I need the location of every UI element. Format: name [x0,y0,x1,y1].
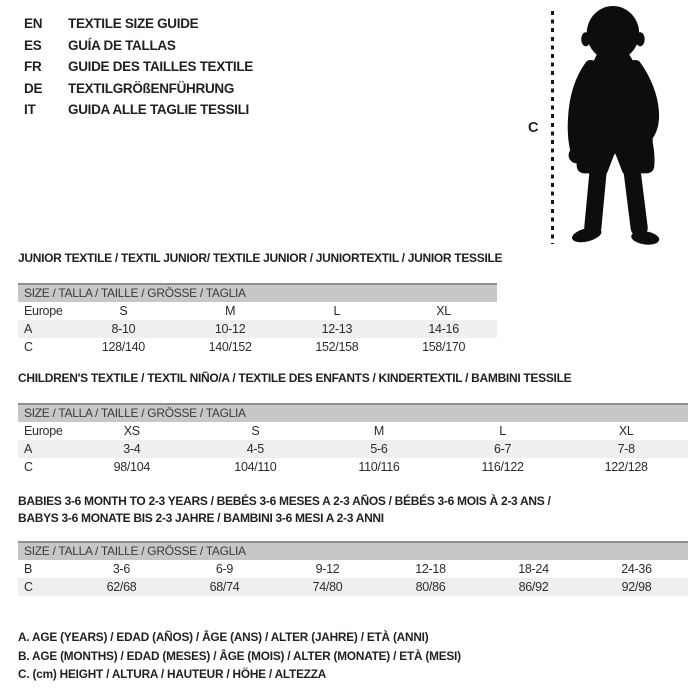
size-value-cell: 5-6 [370,442,388,456]
size-value-cell: 12-13 [321,322,353,336]
section-title-junior [18,250,502,267]
size-value-cell: 6-7 [493,442,512,456]
language-list-item [24,78,253,100]
size-value-cell: 128/140 [101,340,145,354]
row-label: B [24,562,33,576]
size-table-row [18,320,497,338]
size-table-row [18,302,497,320]
size-value-cell: M [373,424,385,438]
size-value-cell: XS [123,424,140,438]
section-title-line: CHILDREN'S TEXTILE / TEXTIL NIÑO/A / TEXTILE DES ENFANTS / KINDERTEXTIL / BAMBINI TESSILE [18,371,572,385]
size-value-cell: 68/74 [209,580,240,594]
size-value-cell: 116/122 [481,460,524,474]
size-value-cell: 8-10 [111,322,136,336]
size-table-header: SIZE / TALLA / TAILLE / GRÖSSE / TAGLIA [18,283,497,302]
language-code: DE [24,80,43,96]
size-value-cell: 14-16 [428,322,459,336]
height-measure-dotted-line [551,11,554,244]
size-table-header: SIZE / TALLA / TAILLE / GRÖSSE / TAGLIA [18,541,688,560]
row-label: C [24,460,33,474]
size-value-cell: 24-36 [621,562,652,576]
size-value-cell: 98/104 [113,460,151,474]
size-value-cell: M [225,304,236,318]
row-label: Europe [24,304,63,318]
size-table-row [18,458,688,476]
size-table-row [18,578,688,596]
language-title: TEXTILGRÖßENFÜHRUNG [68,80,235,96]
size-value-cell: 152/158 [315,340,359,354]
size-table-row [18,560,688,578]
language-code: FR [24,59,42,75]
size-value-cell: 110/116 [358,460,400,474]
language-code: EN [24,16,43,31]
language-list-item [24,56,253,78]
section-title-children [18,370,571,387]
size-value-cell: XL [618,424,634,438]
language-title: GUÍA DE TALLAS [68,37,176,53]
section-title-line: JUNIOR TEXTILE / TEXTIL JUNIOR/ TEXTILE JUNIOR / JUNIORTEXTIL / JUNIOR TESSILE [18,251,503,265]
size-table-row [18,422,688,440]
size-value-cell: S [119,304,128,318]
row-label: A [24,322,33,336]
size-value-cell: S [251,424,260,438]
row-label: C [24,340,33,354]
size-value-cell: 122/128 [604,460,648,474]
language-title: GUIDA ALLE TAGLIE TESSILI [68,102,249,118]
size-value-cell: 18-24 [518,562,549,576]
size-value-cell: 80/86 [415,580,446,594]
language-list-item [24,99,253,121]
row-label: C [24,580,33,594]
size-value-cell: 74/80 [312,580,343,594]
measure-label-c: C [528,120,539,136]
section-title-line: BABYS 3-6 MONATE BIS 2-3 JAHRE / BAMBINI 3-6 MESI A 2-3 ANNI [18,510,384,525]
size-table-junior [18,283,497,356]
size-table-babies [18,541,688,596]
size-value-cell: 4-5 [246,442,264,456]
size-value-cell: 7-8 [617,442,635,456]
toddler-silhouette-icon [562,4,672,249]
language-code: IT [24,102,36,118]
size-value-cell: 3-6 [112,562,131,576]
size-value-cell: 9-12 [315,562,340,576]
language-title: GUIDE DES TAILLES TEXTILE [68,59,254,75]
language-list-item [24,35,253,57]
size-value-cell: XL [436,304,451,318]
language-list-item [24,13,253,35]
size-table-children [18,403,688,476]
size-value-cell: 12-18 [415,562,446,576]
size-value-cell: L [333,304,341,318]
row-label: Europe [24,424,63,438]
size-table-row [18,338,497,356]
language-list [24,13,253,121]
size-value-cell: L [499,424,506,438]
size-value-cell: 10-12 [214,322,246,336]
size-value-cell: 104/110 [234,460,277,474]
size-value-cell: 62/68 [106,580,137,594]
footnote-line: A. AGE (YEARS) / EDAD (AÑOS) / ÂGE (ANS) / ALTER (JAHRE) / ETÀ (ANNI) [18,630,429,644]
language-code: ES [24,37,42,53]
footnote-line: C. (cm) HEIGHT / ALTURA / HAUTEUR / HÖHE / ALTEZZA [18,667,327,682]
size-value-cell: 86/92 [518,580,549,594]
footnote-line: B. AGE (MONTHS) / EDAD (MESES) / ÂGE (MOIS) / ALTER (MONATE) / ETÀ (MESI) [18,648,461,663]
size-value-cell: 158/170 [422,340,466,354]
size-value-cell: 6-9 [215,562,234,576]
language-title: TEXTILE SIZE GUIDE [68,16,199,31]
size-table-row [18,440,688,458]
row-label: A [24,442,33,456]
size-value-cell: 3-4 [123,442,141,456]
section-title-babies [18,493,550,526]
section-title-line: BABIES 3-6 MONTH TO 2-3 YEARS / BEBÉS 3-6 MESES A 2-3 AÑOS / BÉBÉS 3-6 MOIS À 2-3 ANS / [18,494,551,508]
size-table-header: SIZE / TALLA / TAILLE / GRÖSSE / TAGLIA [18,403,688,422]
size-value-cell: 140/152 [208,340,252,354]
footnote-legend [18,628,461,684]
size-value-cell: 92/98 [621,580,652,594]
